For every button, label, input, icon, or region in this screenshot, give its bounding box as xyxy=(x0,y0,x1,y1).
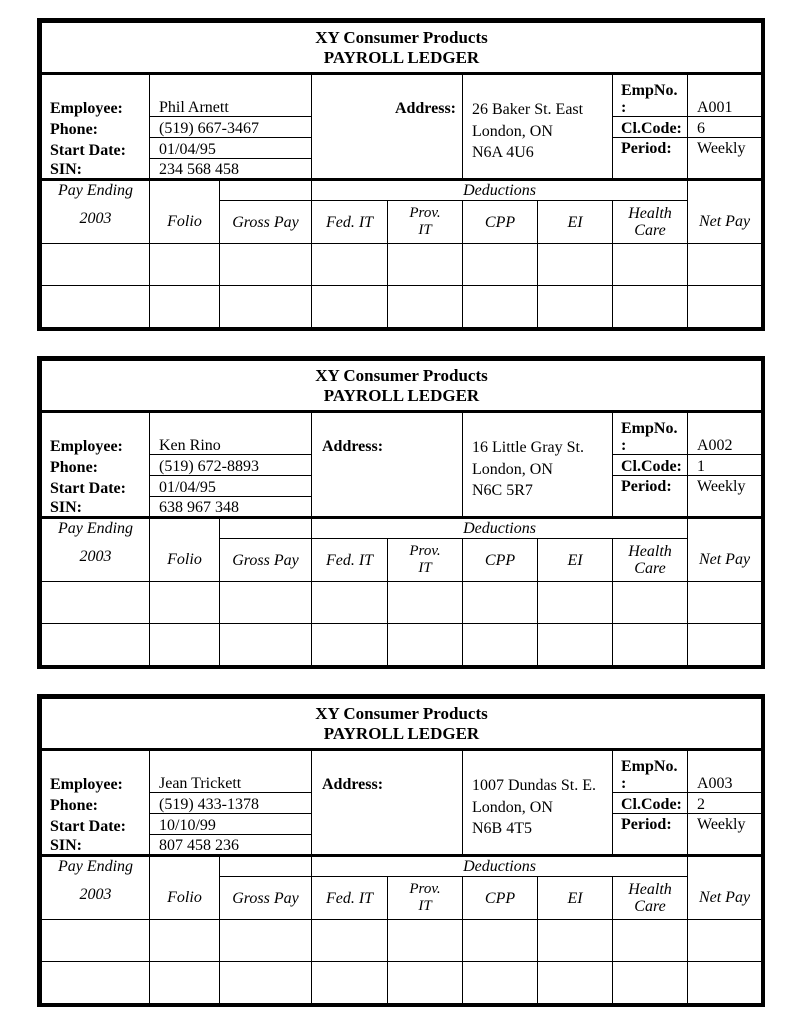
empno-label-colon: : xyxy=(621,775,627,792)
table-row xyxy=(42,920,762,962)
folio-header-top xyxy=(150,518,220,539)
ledger-title xyxy=(42,699,762,750)
prov-it-line-2: IT xyxy=(418,560,432,576)
prov-it-line-1: Prov. xyxy=(409,543,441,559)
cell xyxy=(220,286,312,328)
employee-label: Employee: xyxy=(42,750,150,793)
start-date-value: 01/04/95 xyxy=(150,138,312,159)
clcode-label: Cl.Code: xyxy=(613,793,688,814)
cell xyxy=(613,582,688,624)
address-block xyxy=(463,412,613,518)
sin-label: SIN: xyxy=(42,497,150,518)
cell xyxy=(613,244,688,286)
cell xyxy=(42,624,150,666)
health-line-1: Health xyxy=(628,881,672,898)
address-line-2: London, ON xyxy=(472,122,553,140)
employee-value: Ken Rino xyxy=(150,412,312,455)
address-label: Address: xyxy=(312,750,463,856)
cell xyxy=(220,582,312,624)
empno-label-colon: : xyxy=(621,437,627,454)
phone-label: Phone: xyxy=(42,455,150,476)
prov-it-line-1: Prov. xyxy=(409,881,441,897)
phone-label: Phone: xyxy=(42,793,150,814)
prov-it-line-2: IT xyxy=(418,898,432,914)
cell xyxy=(688,244,762,286)
company-name: XY Consumer Products xyxy=(315,703,488,723)
cell xyxy=(312,962,388,1004)
cell xyxy=(388,286,463,328)
pay-ending-header: Pay Ending xyxy=(42,856,150,877)
gross-pay-header-top xyxy=(220,856,312,877)
phone-value: (519) 433-1378 xyxy=(150,793,312,814)
prov-it-header xyxy=(388,539,463,582)
clcode-value: 2 xyxy=(688,793,762,814)
period-value: Weekly xyxy=(688,476,762,518)
start-date-label: Start Date: xyxy=(42,814,150,835)
employee-value: Jean Trickett xyxy=(150,750,312,793)
cell xyxy=(538,582,613,624)
cell xyxy=(538,244,613,286)
prov-it-header xyxy=(388,877,463,920)
cell xyxy=(150,624,220,666)
pay-ending-header: Pay Ending xyxy=(42,180,150,201)
fed-it-header: Fed. IT xyxy=(312,539,388,582)
employee-label: Employee: xyxy=(42,74,150,117)
clcode-value: 6 xyxy=(688,117,762,138)
sin-value: 638 967 348 xyxy=(150,497,312,518)
empno-label-colon: : xyxy=(621,99,627,116)
sin-value: 807 458 236 xyxy=(150,835,312,856)
cell xyxy=(42,582,150,624)
form-title: PAYROLL LEDGER xyxy=(323,723,480,743)
ledger-title xyxy=(42,361,762,412)
net-pay-header-top xyxy=(688,180,762,201)
table-row xyxy=(42,286,762,328)
cell xyxy=(150,920,220,962)
cell xyxy=(463,582,538,624)
cell xyxy=(312,624,388,666)
health-line-2: Care xyxy=(634,898,666,915)
net-pay-header-top xyxy=(688,518,762,539)
empno-value: A001 xyxy=(688,74,762,117)
address-block xyxy=(463,74,613,180)
deductions-header: Deductions xyxy=(312,518,688,539)
payroll-ledger-2 xyxy=(37,356,765,669)
prov-it-line-2: IT xyxy=(418,222,432,238)
table-row xyxy=(42,582,762,624)
cell xyxy=(42,286,150,328)
address-line-1: 16 Little Gray St. xyxy=(472,439,584,456)
address-line-3: N6B 4T5 xyxy=(472,820,532,837)
company-name: XY Consumer Products xyxy=(315,27,488,47)
cell xyxy=(463,286,538,328)
health-care-header xyxy=(613,201,688,244)
period-label: Period: xyxy=(613,814,688,856)
gross-pay-header: Gross Pay xyxy=(220,539,312,582)
cell xyxy=(220,624,312,666)
empno-value: A002 xyxy=(688,412,762,455)
ledger-title xyxy=(42,23,762,74)
cell xyxy=(150,244,220,286)
sin-label: SIN: xyxy=(42,159,150,180)
cell xyxy=(388,920,463,962)
health-line-1: Health xyxy=(628,543,672,560)
net-pay-header: Net Pay xyxy=(688,201,762,244)
table-row xyxy=(42,244,762,286)
cell xyxy=(220,244,312,286)
cell xyxy=(388,962,463,1004)
folio-header: Folio xyxy=(150,539,220,582)
ei-header: EI xyxy=(538,201,613,244)
cell xyxy=(538,286,613,328)
address-block xyxy=(463,750,613,856)
ei-header: EI xyxy=(538,539,613,582)
deductions-header: Deductions xyxy=(312,856,688,877)
deductions-header: Deductions xyxy=(312,180,688,201)
cell xyxy=(220,962,312,1004)
empno-label-top: EmpNo. xyxy=(621,758,678,775)
address-line-1: 1007 Dundas St. E. xyxy=(472,777,596,794)
address-line-3: N6C 5R7 xyxy=(472,482,533,499)
cell xyxy=(538,624,613,666)
sin-label: SIN: xyxy=(42,835,150,856)
start-date-value: 10/10/99 xyxy=(150,814,312,835)
folio-header: Folio xyxy=(150,877,220,920)
cell xyxy=(688,286,762,328)
cell xyxy=(688,962,762,1004)
empno-label-top: EmpNo. xyxy=(621,420,678,437)
cell xyxy=(388,624,463,666)
year-header: 2003 xyxy=(42,877,150,920)
cell xyxy=(388,582,463,624)
address-label: Address: xyxy=(312,412,463,518)
period-value: Weekly xyxy=(688,814,762,856)
cpp-header: CPP xyxy=(463,877,538,920)
cell xyxy=(613,286,688,328)
gross-pay-header: Gross Pay xyxy=(220,877,312,920)
empno-label xyxy=(613,412,688,455)
start-date-value: 01/04/95 xyxy=(150,476,312,497)
start-date-label: Start Date: xyxy=(42,138,150,159)
cpp-header: CPP xyxy=(463,539,538,582)
cpp-header: CPP xyxy=(463,201,538,244)
cell xyxy=(312,582,388,624)
cell xyxy=(312,920,388,962)
health-line-2: Care xyxy=(634,560,666,577)
cell xyxy=(613,962,688,1004)
year-header: 2003 xyxy=(42,539,150,582)
health-line-1: Health xyxy=(628,205,672,222)
cell xyxy=(538,920,613,962)
payroll-ledger-3 xyxy=(37,694,765,1007)
fed-it-header: Fed. IT xyxy=(312,877,388,920)
pay-ending-header: Pay Ending xyxy=(42,518,150,539)
table-row xyxy=(42,624,762,666)
year-header: 2003 xyxy=(42,201,150,244)
cell xyxy=(463,920,538,962)
empno-value: A003 xyxy=(688,750,762,793)
cell xyxy=(150,582,220,624)
empno-label-top: EmpNo. xyxy=(621,82,678,99)
form-title: PAYROLL LEDGER xyxy=(323,47,480,67)
start-date-label: Start Date: xyxy=(42,476,150,497)
period-label: Period: xyxy=(613,138,688,180)
cell xyxy=(463,962,538,1004)
company-name: XY Consumer Products xyxy=(315,365,488,385)
cell xyxy=(613,624,688,666)
health-care-header xyxy=(613,539,688,582)
payroll-ledger-1 xyxy=(37,18,765,331)
period-label: Period: xyxy=(613,476,688,518)
cell xyxy=(538,962,613,1004)
cell xyxy=(463,624,538,666)
health-care-header xyxy=(613,877,688,920)
address-line-3: N6A 4U6 xyxy=(472,144,534,161)
clcode-value: 1 xyxy=(688,455,762,476)
form-title: PAYROLL LEDGER xyxy=(323,385,480,405)
cell xyxy=(150,286,220,328)
clcode-label: Cl.Code: xyxy=(613,455,688,476)
net-pay-header-top xyxy=(688,856,762,877)
employee-label: Employee: xyxy=(42,412,150,455)
fed-it-header: Fed. IT xyxy=(312,201,388,244)
ei-header: EI xyxy=(538,877,613,920)
phone-value: (519) 667-3467 xyxy=(150,117,312,138)
empno-label xyxy=(613,74,688,117)
cell xyxy=(150,962,220,1004)
clcode-label: Cl.Code: xyxy=(613,117,688,138)
cell xyxy=(312,286,388,328)
phone-label: Phone: xyxy=(42,117,150,138)
health-line-2: Care xyxy=(634,222,666,239)
net-pay-header: Net Pay xyxy=(688,539,762,582)
address-line-2: London, ON xyxy=(472,798,553,816)
address-line-1: 26 Baker St. East xyxy=(472,101,584,118)
cell xyxy=(613,920,688,962)
cell xyxy=(220,920,312,962)
gross-pay-header-top xyxy=(220,518,312,539)
cell xyxy=(42,244,150,286)
gross-pay-header-top xyxy=(220,180,312,201)
address-label: Address: xyxy=(312,74,463,180)
sin-value: 234 568 458 xyxy=(150,159,312,180)
folio-header: Folio xyxy=(150,201,220,244)
address-line-2: London, ON xyxy=(472,460,553,478)
table-row xyxy=(42,962,762,1004)
cell xyxy=(42,962,150,1004)
cell xyxy=(42,920,150,962)
prov-it-header xyxy=(388,201,463,244)
phone-value: (519) 672-8893 xyxy=(150,455,312,476)
cell xyxy=(688,920,762,962)
net-pay-header: Net Pay xyxy=(688,877,762,920)
cell xyxy=(388,244,463,286)
empno-label xyxy=(613,750,688,793)
folio-header-top xyxy=(150,856,220,877)
cell xyxy=(688,582,762,624)
folio-header-top xyxy=(150,180,220,201)
cell xyxy=(688,624,762,666)
prov-it-line-1: Prov. xyxy=(409,205,441,221)
cell xyxy=(463,244,538,286)
period-value: Weekly xyxy=(688,138,762,180)
gross-pay-header: Gross Pay xyxy=(220,201,312,244)
employee-value: Phil Arnett xyxy=(150,74,312,117)
cell xyxy=(312,244,388,286)
